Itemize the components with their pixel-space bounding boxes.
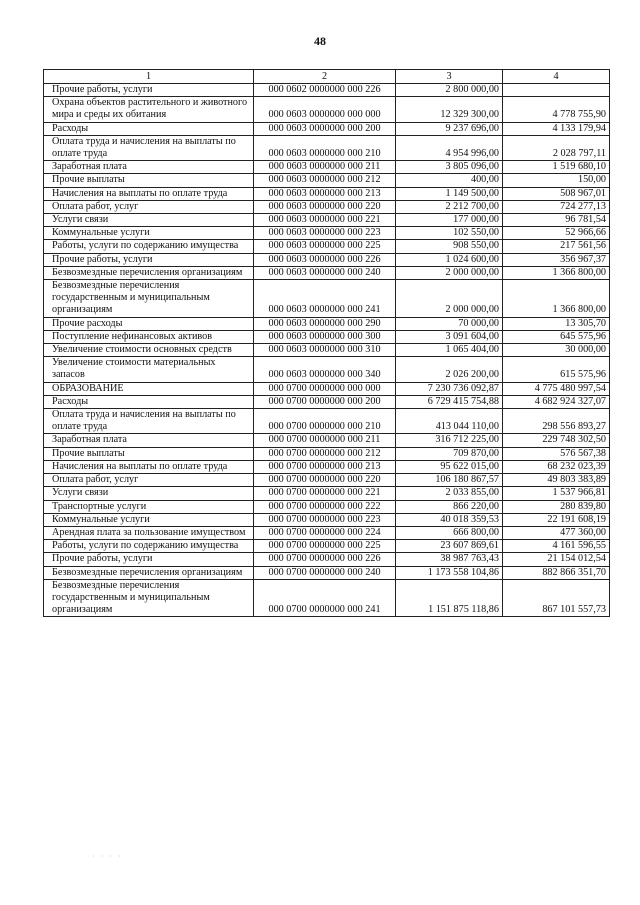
row-amount-col3: 12 329 300,00 [396, 97, 503, 122]
table-row [44, 84, 610, 97]
table-row [44, 357, 610, 382]
row-amount-col4: 21 154 012,54 [503, 553, 610, 566]
row-name: Расходы [44, 122, 254, 135]
table-row [44, 200, 610, 213]
table-row [44, 227, 610, 240]
table-row [44, 540, 610, 553]
row-code: 000 0700 0000000 000 000 [254, 382, 396, 395]
table-row [44, 474, 610, 487]
table-row [44, 135, 610, 160]
header-row [44, 70, 610, 84]
table-row [44, 122, 610, 135]
row-code: 000 0603 0000000 000 221 [254, 214, 396, 227]
row-amount-col4: 724 277,13 [503, 200, 610, 213]
row-amount-col4: 1 366 800,00 [503, 266, 610, 279]
table-row [44, 253, 610, 266]
table-row [44, 174, 610, 187]
row-amount-col3: 2 000 000,00 [396, 266, 503, 279]
row-amount-col4: 4 775 480 997,54 [503, 382, 610, 395]
row-name: Работы, услуги по содержанию имущества [44, 240, 254, 253]
column-header-2: 2 [254, 70, 396, 84]
row-code: 000 0700 0000000 000 223 [254, 513, 396, 526]
row-code: 000 0700 0000000 000 212 [254, 447, 396, 460]
row-name: Оплата труда и начисления на выплаты по оплате труда [44, 409, 254, 434]
table-row [44, 344, 610, 357]
row-code: 000 0603 0000000 000 000 [254, 97, 396, 122]
row-amount-col3: 400,00 [396, 174, 503, 187]
table-row [44, 97, 610, 122]
row-name: Коммунальные услуги [44, 513, 254, 526]
row-name: Услуги связи [44, 214, 254, 227]
row-name: Оплата труда и начисления на выплаты по оплате труда [44, 135, 254, 160]
row-amount-col4: 22 191 608,19 [503, 513, 610, 526]
row-name: Увеличение стоимости основных средств [44, 344, 254, 357]
row-code: 000 0700 0000000 000 221 [254, 487, 396, 500]
row-amount-col4: 1 366 800,00 [503, 280, 610, 318]
row-code: 000 0700 0000000 000 226 [254, 553, 396, 566]
row-code: 000 0700 0000000 000 240 [254, 566, 396, 579]
row-amount-col3: 40 018 359,53 [396, 513, 503, 526]
row-name: Прочие выплаты [44, 174, 254, 187]
column-header-3: 3 [396, 70, 503, 84]
row-code: 000 0603 0000000 000 240 [254, 266, 396, 279]
table-row [44, 317, 610, 330]
table-row [44, 566, 610, 579]
row-amount-col4: 4 161 596,55 [503, 540, 610, 553]
row-name: Работы, услуги по содержанию имущества [44, 540, 254, 553]
row-amount-col3: 666 800,00 [396, 526, 503, 539]
row-code: 000 0700 0000000 000 220 [254, 474, 396, 487]
row-amount-col3: 2 800 000,00 [396, 84, 503, 97]
table-row [44, 409, 610, 434]
row-amount-col4: 49 803 383,89 [503, 474, 610, 487]
row-amount-col4: 4 133 179,94 [503, 122, 610, 135]
row-code: 000 0700 0000000 000 224 [254, 526, 396, 539]
row-amount-col3: 38 987 763,43 [396, 553, 503, 566]
row-amount-col3: 95 622 015,00 [396, 460, 503, 473]
row-amount-col3: 2 212 700,00 [396, 200, 503, 213]
row-amount-col3: 1 173 558 104,86 [396, 566, 503, 579]
row-amount-col4: 576 567,38 [503, 447, 610, 460]
row-amount-col3: 177 000,00 [396, 214, 503, 227]
table-row [44, 579, 610, 617]
table-row [44, 513, 610, 526]
row-name: Безвозмездные перечисления организациям [44, 566, 254, 579]
row-amount-col4: 150,00 [503, 174, 610, 187]
row-amount-col3: 866 220,00 [396, 500, 503, 513]
row-name: Прочие работы, услуги [44, 553, 254, 566]
row-code: 000 0700 0000000 000 213 [254, 460, 396, 473]
table-row [44, 240, 610, 253]
row-amount-col4: 298 556 893,27 [503, 409, 610, 434]
budget-table [43, 69, 610, 617]
row-name: Прочие работы, услуги [44, 253, 254, 266]
row-name: Оплата работ, услуг [44, 200, 254, 213]
row-name: Безвозмездные перечисления государственным и муниципальным организациям [44, 280, 254, 318]
row-amount-col4: 30 000,00 [503, 344, 610, 357]
row-code: 000 0602 0000000 000 226 [254, 84, 396, 97]
table-row [44, 187, 610, 200]
table-row [44, 214, 610, 227]
row-amount-col4: 13 305,70 [503, 317, 610, 330]
row-amount-col4 [503, 84, 610, 97]
row-amount-col4: 508 967,01 [503, 187, 610, 200]
row-name: Заработная плата [44, 161, 254, 174]
row-amount-col3: 4 954 996,00 [396, 135, 503, 160]
row-amount-col4: 229 748 302,50 [503, 434, 610, 447]
row-code: 000 0603 0000000 000 211 [254, 161, 396, 174]
row-amount-col3: 6 729 415 754,88 [396, 395, 503, 408]
row-amount-col4: 280 839,80 [503, 500, 610, 513]
row-amount-col4: 217 561,56 [503, 240, 610, 253]
row-amount-col3: 2 000 000,00 [396, 280, 503, 318]
row-amount-col4: 52 966,66 [503, 227, 610, 240]
row-code: 000 0603 0000000 000 210 [254, 135, 396, 160]
table-row [44, 500, 610, 513]
table-header [44, 70, 610, 84]
row-amount-col3: 23 607 869,61 [396, 540, 503, 553]
row-name: Поступление нефинансовых активов [44, 330, 254, 343]
table-row [44, 487, 610, 500]
page-number: 48 [314, 34, 326, 48]
row-amount-col4: 4 682 924 327,07 [503, 395, 610, 408]
table-row [44, 330, 610, 343]
table-row [44, 434, 610, 447]
row-code: 000 0603 0000000 000 200 [254, 122, 396, 135]
row-amount-col3: 3 091 604,00 [396, 330, 503, 343]
row-amount-col4: 615 575,96 [503, 357, 610, 382]
row-code: 000 0603 0000000 000 226 [254, 253, 396, 266]
table-body [44, 84, 610, 617]
row-code: 000 0700 0000000 000 222 [254, 500, 396, 513]
row-name: Арендная плата за пользование имуществом [44, 526, 254, 539]
row-code: 000 0700 0000000 000 241 [254, 579, 396, 617]
table-row [44, 161, 610, 174]
row-amount-col4: 645 575,96 [503, 330, 610, 343]
row-amount-col3: 908 550,00 [396, 240, 503, 253]
row-amount-col4: 867 101 557,73 [503, 579, 610, 617]
row-code: 000 0603 0000000 000 290 [254, 317, 396, 330]
row-amount-col3: 413 044 110,00 [396, 409, 503, 434]
row-amount-col4: 356 967,37 [503, 253, 610, 266]
row-amount-col4: 1 519 680,10 [503, 161, 610, 174]
row-amount-col3: 7 230 736 092,87 [396, 382, 503, 395]
table-row [44, 526, 610, 539]
row-name: Расходы [44, 395, 254, 408]
row-amount-col4: 4 778 755,90 [503, 97, 610, 122]
row-name: Услуги связи [44, 487, 254, 500]
row-amount-col3: 102 550,00 [396, 227, 503, 240]
row-code: 000 0603 0000000 000 300 [254, 330, 396, 343]
row-name: Прочие расходы [44, 317, 254, 330]
row-code: 000 0700 0000000 000 225 [254, 540, 396, 553]
row-amount-col4: 68 232 023,39 [503, 460, 610, 473]
row-amount-col3: 106 180 867,57 [396, 474, 503, 487]
row-code: 000 0603 0000000 000 310 [254, 344, 396, 357]
row-amount-col3: 709 870,00 [396, 447, 503, 460]
row-amount-col3: 2 033 855,00 [396, 487, 503, 500]
row-amount-col3: 1 151 875 118,86 [396, 579, 503, 617]
row-amount-col3: 1 024 600,00 [396, 253, 503, 266]
row-amount-col3: 9 237 696,00 [396, 122, 503, 135]
row-code: 000 0603 0000000 000 225 [254, 240, 396, 253]
row-name: Охрана объектов растительного и животного мира и среды их обитания [44, 97, 254, 122]
row-amount-col3: 1 149 500,00 [396, 187, 503, 200]
table-row [44, 382, 610, 395]
row-code: 000 0700 0000000 000 211 [254, 434, 396, 447]
row-name: Оплата работ, услуг [44, 474, 254, 487]
row-name: Безвозмездные перечисления организациям [44, 266, 254, 279]
row-amount-col3: 1 065 404,00 [396, 344, 503, 357]
row-name: Начисления на выплаты по оплате труда [44, 460, 254, 473]
row-name: Коммунальные услуги [44, 227, 254, 240]
row-name: Транспортные услуги [44, 500, 254, 513]
row-code: 000 0603 0000000 000 213 [254, 187, 396, 200]
row-amount-col4: 2 028 797,11 [503, 135, 610, 160]
table-row [44, 553, 610, 566]
table-row [44, 280, 610, 318]
table-row [44, 460, 610, 473]
row-amount-col3: 70 000,00 [396, 317, 503, 330]
row-code: 000 0603 0000000 000 340 [254, 357, 396, 382]
row-name: Прочие работы, услуги [44, 84, 254, 97]
row-name: Безвозмездные перечисления государственным и муниципальным организациям [44, 579, 254, 617]
row-code: 000 0700 0000000 000 200 [254, 395, 396, 408]
row-name: ОБРАЗОВАНИЕ [44, 382, 254, 395]
row-code: 000 0603 0000000 000 220 [254, 200, 396, 213]
row-name: Прочие выплаты [44, 447, 254, 460]
row-code: 000 0700 0000000 000 210 [254, 409, 396, 434]
row-amount-col4: 1 537 966,81 [503, 487, 610, 500]
table-row [44, 266, 610, 279]
row-amount-col4: 96 781,54 [503, 214, 610, 227]
column-header-4: 4 [503, 70, 610, 84]
column-header-1: 1 [44, 70, 254, 84]
row-name: Заработная плата [44, 434, 254, 447]
row-name: Увеличение стоимости материальных запасов [44, 357, 254, 382]
row-amount-col3: 3 805 096,00 [396, 161, 503, 174]
table-row [44, 395, 610, 408]
row-amount-col4: 477 360,00 [503, 526, 610, 539]
row-amount-col3: 316 712 225,00 [396, 434, 503, 447]
row-amount-col3: 2 026 200,00 [396, 357, 503, 382]
row-name: Начисления на выплаты по оплате труда [44, 187, 254, 200]
row-code: 000 0603 0000000 000 223 [254, 227, 396, 240]
row-code: 000 0603 0000000 000 212 [254, 174, 396, 187]
row-amount-col4: 882 866 351,70 [503, 566, 610, 579]
table-row [44, 447, 610, 460]
row-code: 000 0603 0000000 000 241 [254, 280, 396, 318]
scan-mark: · · · · [92, 852, 123, 861]
